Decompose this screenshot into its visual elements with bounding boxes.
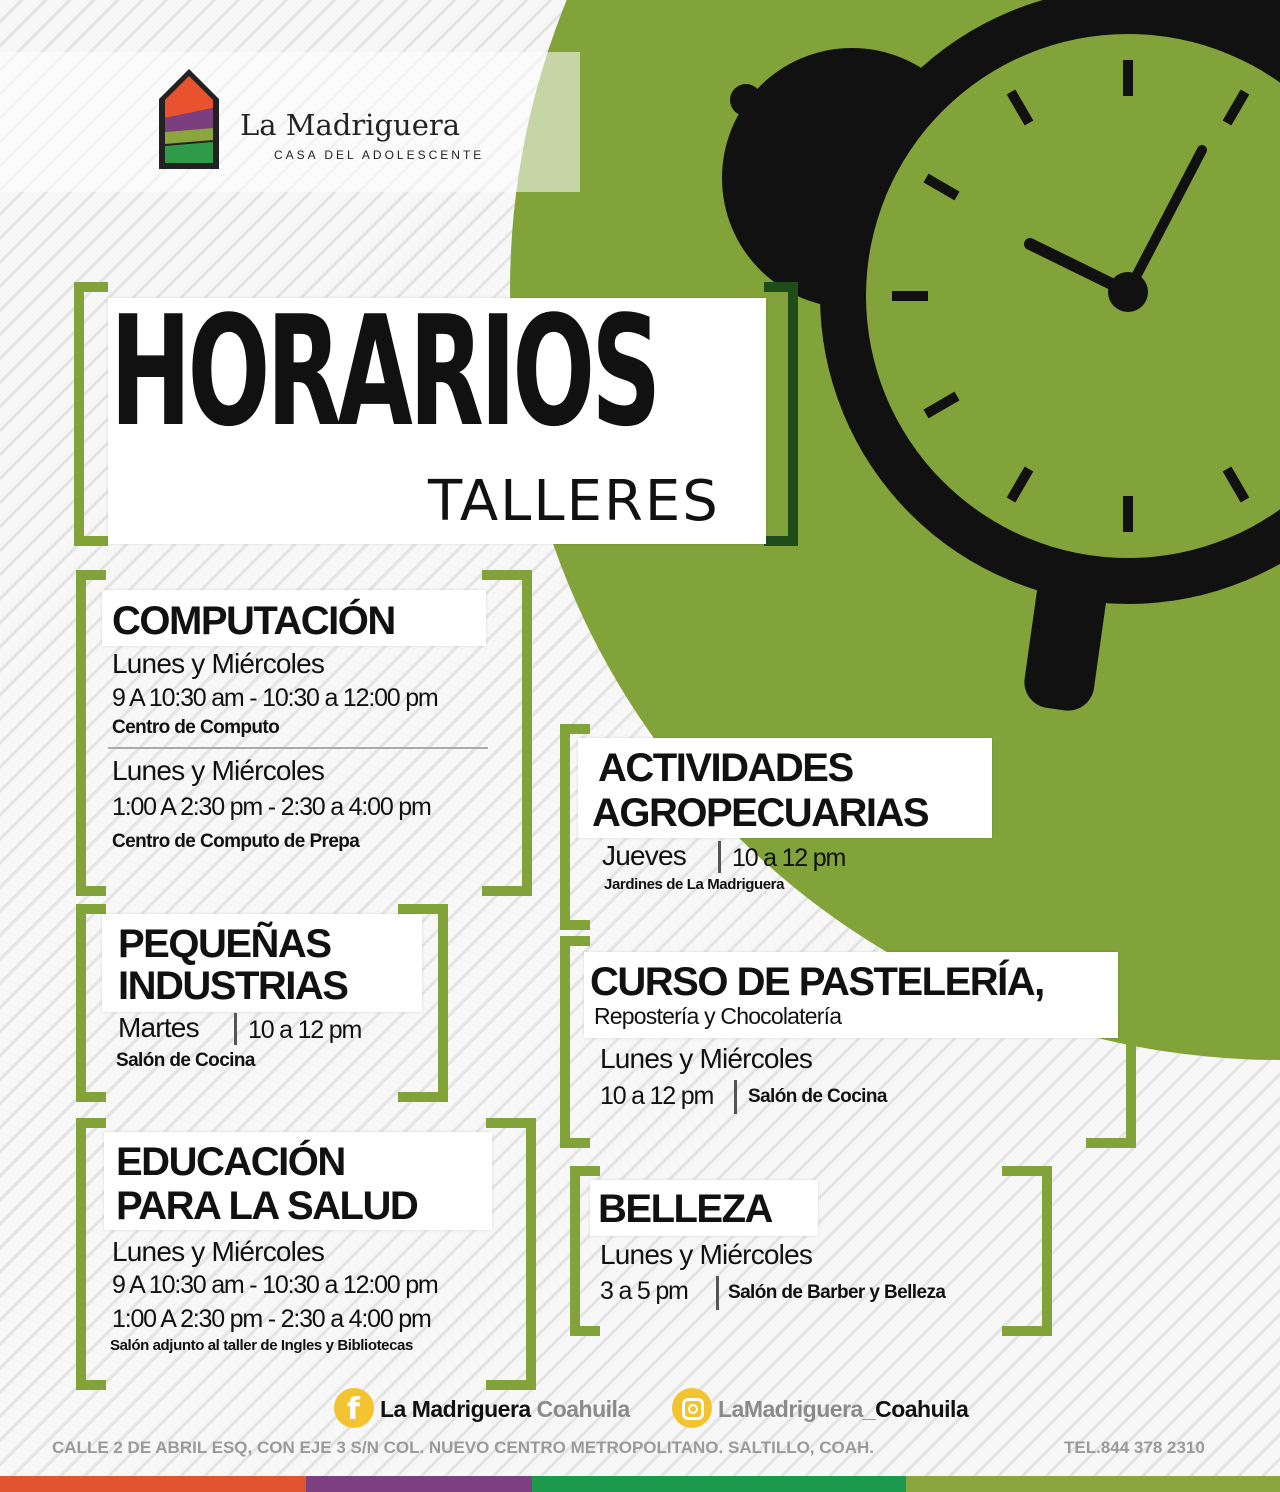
facebook-name: La Madriguera xyxy=(380,1396,531,1422)
belleza-bracket-right xyxy=(1002,1166,1052,1336)
computacion-time-1: 9 A 10:30 am - 10:30 a 12:00 pm xyxy=(112,684,438,712)
agro-time: 10 a 12 pm xyxy=(732,844,846,872)
brand-tagline: CASA DEL ADOLESCENTE xyxy=(274,148,485,162)
agro-title-2: AGROPECUARIAS xyxy=(592,791,929,835)
instagram-name: LaMadriguera_ xyxy=(718,1396,876,1422)
pasteleria-subtitle: Repostería y Chocolatería xyxy=(594,1003,842,1029)
color-bar-olive xyxy=(906,1476,1280,1492)
pequenas-place: Salón de Cocina xyxy=(116,1050,255,1071)
pequenas-separator xyxy=(234,1013,237,1045)
headline-bracket-right xyxy=(764,282,798,546)
pasteleria-separator xyxy=(734,1080,737,1114)
belleza-separator xyxy=(716,1276,719,1310)
belleza-place: Salón de Barber y Belleza xyxy=(728,1282,946,1303)
pasteleria-place: Salón de Cocina xyxy=(748,1086,887,1107)
color-bar-green xyxy=(532,1476,906,1492)
pequenas-days: Martes xyxy=(118,1012,199,1043)
educacion-place: Salón adjunto al taller de Ingles y Bibliotecas xyxy=(110,1337,413,1354)
brand-name: La Madriguera xyxy=(240,108,461,142)
pasteleria-title: CURSO DE PASTELERÍA, xyxy=(590,960,1044,1004)
belleza-days: Lunes y Miércoles xyxy=(600,1239,813,1270)
pequenas-title-1: PEQUEÑAS xyxy=(118,922,331,966)
educacion-bracket-left xyxy=(76,1118,106,1390)
headline-bracket-left xyxy=(74,282,108,546)
computacion-divider xyxy=(108,747,488,749)
educacion-title-1: EDUCACIÓN xyxy=(116,1140,345,1184)
computacion-title: COMPUTACIÓN xyxy=(112,599,395,643)
agro-place: Jardines de La Madriguera xyxy=(604,876,785,893)
agro-separator xyxy=(718,841,721,873)
color-bar-red xyxy=(0,1476,306,1492)
pasteleria-days: Lunes y Miércoles xyxy=(600,1043,813,1074)
educacion-bracket-right xyxy=(486,1118,536,1390)
pasteleria-time: 10 a 12 pm xyxy=(600,1082,714,1110)
educacion-time-2: 1:00 A 2:30 pm - 2:30 a 4:00 pm xyxy=(112,1305,431,1333)
page-subtitle: TALLERES xyxy=(428,469,720,534)
facebook-icon[interactable]: f xyxy=(334,1388,374,1428)
facebook-link[interactable] xyxy=(380,1396,630,1423)
page-title: HORARIOS xyxy=(110,283,658,460)
belleza-title: BELLEZA xyxy=(598,1187,772,1231)
computacion-place-1: Centro de Computo xyxy=(112,717,280,738)
educacion-title-2: PARA LA SALUD xyxy=(116,1184,418,1228)
educacion-days: Lunes y Miércoles xyxy=(112,1236,325,1267)
pequenas-title-2: INDUSTRIAS xyxy=(118,964,348,1008)
instagram-icon[interactable] xyxy=(672,1388,712,1428)
agro-title-1: ACTIVIDADES xyxy=(598,746,853,790)
instagram-link[interactable] xyxy=(718,1396,968,1423)
computacion-days-1: Lunes y Miércoles xyxy=(112,648,325,679)
facebook-suffix: Coahuila xyxy=(536,1396,630,1422)
pequenas-time: 10 a 12 pm xyxy=(248,1016,362,1044)
footer-phone: TEL.844 378 2310 xyxy=(1064,1438,1205,1457)
belleza-time: 3 a 5 pm xyxy=(600,1277,688,1305)
computacion-time-2: 1:00 A 2:30 pm - 2:30 a 4:00 pm xyxy=(112,793,431,821)
agro-days: Jueves xyxy=(602,840,686,871)
educacion-time-1: 9 A 10:30 am - 10:30 a 12:00 pm xyxy=(112,1271,438,1299)
computacion-days-2: Lunes y Miércoles xyxy=(112,755,325,786)
computacion-place-2: Centro de Computo de Prepa xyxy=(112,831,360,852)
footer-address: CALLE 2 DE ABRIL ESQ, CON EJE 3 S/N COL. NUEVO CENTRO METROPOLITANO. SALTILLO, COAH. xyxy=(52,1438,875,1457)
house-logo-icon xyxy=(156,66,222,172)
color-bar-purple xyxy=(306,1476,532,1492)
instagram-suffix: Coahuila xyxy=(875,1396,969,1422)
computacion-bracket-right xyxy=(482,570,532,896)
